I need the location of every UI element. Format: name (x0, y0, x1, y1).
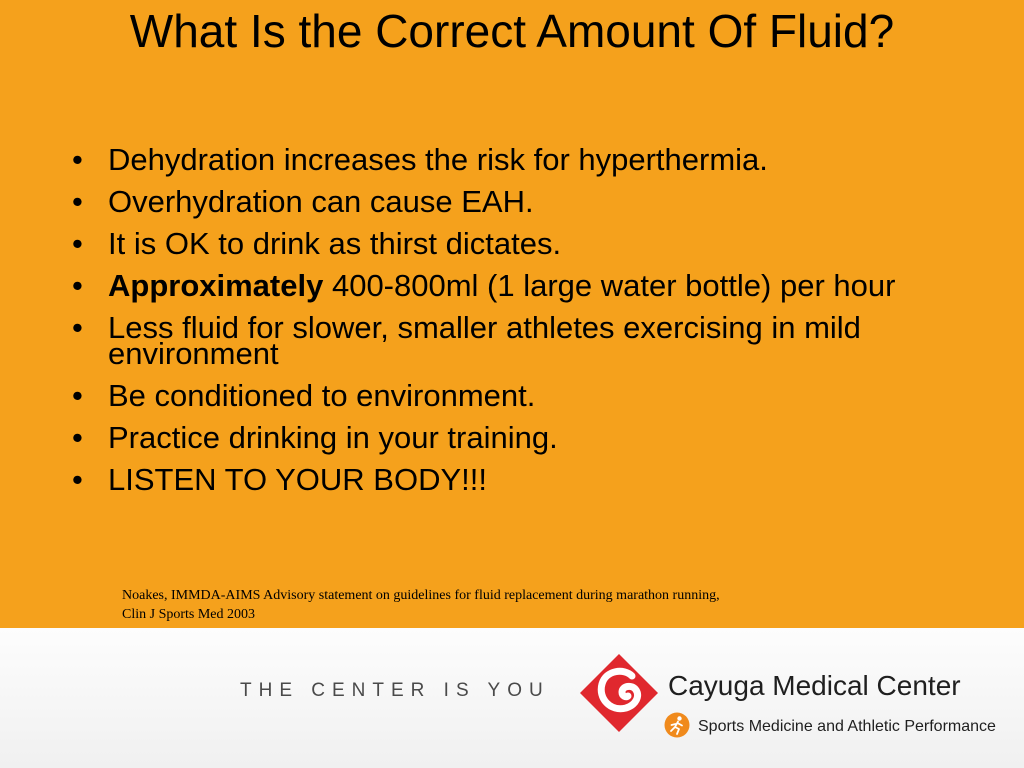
bullet-marker: • (72, 226, 83, 261)
bullet-item (72, 420, 972, 455)
bullet-text: Dehydration increases the risk for hyperthermia. (108, 142, 768, 177)
bullet-item (72, 378, 972, 413)
bullet-text: Be conditioned to environment. (108, 378, 536, 413)
bullet-text: LISTEN TO YOUR BODY!!! (108, 462, 487, 497)
bullet-bold: Approximately (108, 268, 324, 303)
bullet-list (72, 142, 972, 509)
bullet-item (72, 310, 972, 371)
bullet-marker: • (72, 268, 83, 303)
sub-brand: Sports Medicine and Athletic Performance (698, 718, 996, 735)
bullet-item (72, 184, 972, 219)
bullet-marker: • (72, 310, 83, 345)
bullet-marker: • (72, 462, 83, 497)
runner-icon (664, 712, 690, 738)
bullet-text: Practice drinking in your training. (108, 420, 558, 455)
citation-line: Clin J Sports Med 2003 (122, 607, 256, 622)
slide-title: What Is the Correct Amount Of Fluid? (129, 5, 895, 57)
citation-line: Noakes, IMMDA-AIMS Advisory statement on guidelines for fluid replacement during marathon running, (122, 588, 720, 603)
bullet-marker: • (72, 142, 83, 177)
bullet-text: 400-800ml (1 large water bottle) per hour (323, 268, 896, 303)
bullet-item (72, 142, 972, 177)
tagline: THE CENTER IS YOU (240, 680, 550, 701)
bullet-text: Less fluid for slower, smaller athletes exercising in mild environment (108, 310, 861, 371)
cayuga-logo-icon (578, 652, 660, 734)
brand-name: Cayuga Medical Center (668, 670, 961, 701)
bullet-marker: • (72, 184, 83, 219)
bullet-text: It is OK to drink as thirst dictates. (108, 226, 562, 261)
bullet-item (72, 226, 972, 261)
bullet-text: Overhydration can cause EAH. (108, 184, 534, 219)
bullet-marker: • (72, 420, 83, 455)
bullet-marker: • (72, 378, 83, 413)
bullet-item (72, 462, 972, 497)
bullet-item (72, 268, 972, 303)
citation (122, 586, 882, 624)
